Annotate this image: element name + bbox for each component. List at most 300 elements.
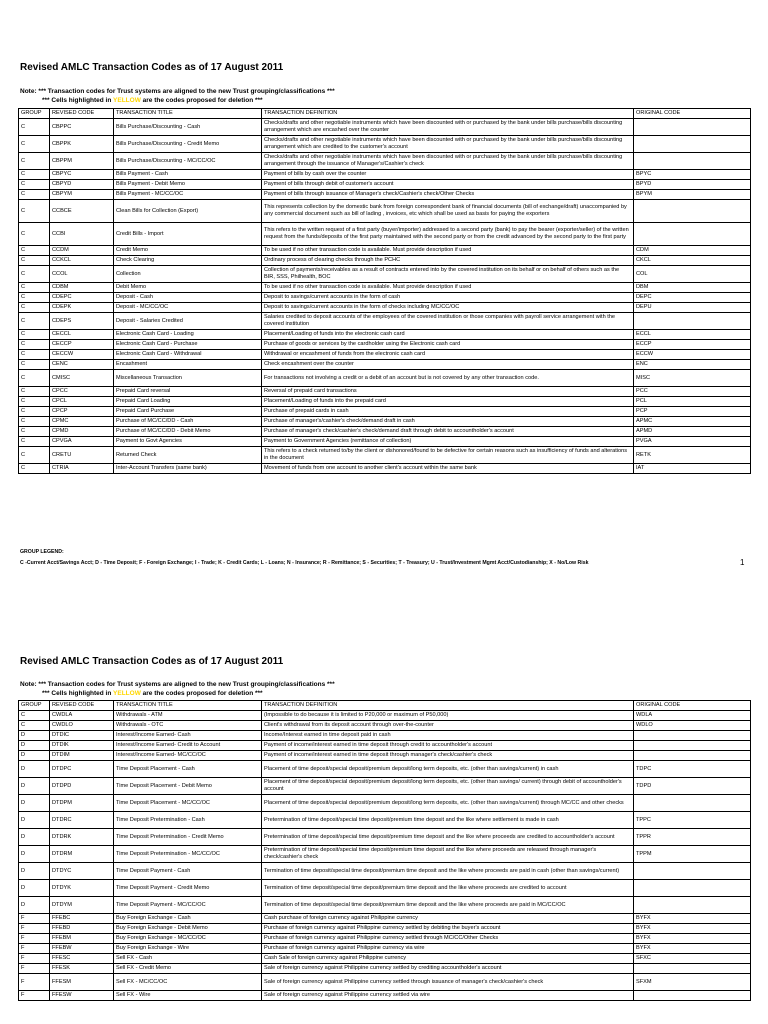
page-number: 1 <box>740 558 745 567</box>
note-highlight: YELLOW <box>113 97 141 104</box>
transaction-definition-cell: Placement/Loading of funds into the prepaid card <box>262 397 634 407</box>
revised-code-cell: CCOL <box>50 266 114 283</box>
transaction-definition-cell: Checks/drafts and other negotiable instruments which have been discounted with or purchased by the bank under bills purchase/bills discounting arrangement through the issuance of Manager's/Cashier's check <box>262 153 634 170</box>
revised-code-cell: CDEPK <box>50 303 114 313</box>
table-row <box>19 914 751 924</box>
transaction-definition-cell: Termination of time deposit/special time deposit/premium time deposit and the like where proceeds are paid in cash (other than savings/current) <box>262 863 634 880</box>
transaction-definition-cell: Movement of funds from one account to another client's account within the same bank <box>262 464 634 474</box>
original-code-cell <box>634 153 751 170</box>
original-code-cell <box>634 136 751 153</box>
revised-code-cell: CPCL <box>50 397 114 407</box>
table-row <box>19 447 751 464</box>
transaction-definition-cell: Reversal of prepaid card transactions <box>262 387 634 397</box>
table-row <box>19 991 751 1001</box>
table-row <box>19 974 751 991</box>
group-cell: C <box>19 340 50 350</box>
group-cell: C <box>19 153 50 170</box>
original-code-cell: TPPR <box>634 829 751 846</box>
group-cell: C <box>19 256 50 266</box>
group-cell: D <box>19 863 50 880</box>
transaction-definition-cell: Placement of time deposit/special deposit/premium deposit/long term deposits, etc. (other than savings/current) through MC/CC and other checks <box>262 795 634 812</box>
table-row <box>19 330 751 340</box>
table-row <box>19 136 751 153</box>
table-row <box>19 223 751 246</box>
transaction-definition-cell: To be used if no other transaction code is available. Must provide description if used <box>262 246 634 256</box>
group-cell: F <box>19 964 50 974</box>
transaction-title-cell: Time Deposit Pretermination - Cash <box>114 812 262 829</box>
table-row <box>19 350 751 360</box>
table-row <box>19 812 751 829</box>
transaction-title-cell: Bills Payment - Cash <box>114 170 262 180</box>
group-cell: C <box>19 407 50 417</box>
transaction-title-cell: Buy Foreign Exchange - Wire <box>114 944 262 954</box>
table-row <box>19 370 751 387</box>
original-code-cell: BPYC <box>634 170 751 180</box>
page-title: Revised AMLC Transaction Codes as of 17 August 2011 <box>20 62 284 73</box>
table-row <box>19 731 751 741</box>
group-legend-text: C -Current Acct/Savings Acct; D - Time Deposit; F - Foreign Exchange; I - Trade; K - Credit Cards; L - Loans; N - Insurance; R - Remittance; S - Securities; T - Treasury; U - Trust/Investment Mgmt Acct/Custodianship; X - No/Low Risk <box>20 560 589 566</box>
original-code-cell <box>634 119 751 136</box>
transaction-title-cell: Bills Purchase/Discounting - MC/CC/OC <box>114 153 262 170</box>
original-code-cell: BPYD <box>634 180 751 190</box>
transaction-title-cell: Withdrawals - OTC <box>114 721 262 731</box>
transaction-title-cell: Purchase of MC/CC/DD - Debit Memo <box>114 427 262 437</box>
original-code-cell: BYFX <box>634 934 751 944</box>
table-body <box>19 119 751 474</box>
page-title: Revised AMLC Transaction Codes as of 17 August 2011 <box>20 656 284 667</box>
original-code-cell: COL <box>634 266 751 283</box>
group-cell: D <box>19 829 50 846</box>
revised-code-cell: DTDPD <box>50 778 114 795</box>
table-row <box>19 721 751 731</box>
transaction-title-cell: Inter-Account Transfers (same bank) <box>114 464 262 474</box>
transaction-title-cell: Prepaid Card reversal <box>114 387 262 397</box>
revised-code-cell: CDEPS <box>50 313 114 330</box>
revised-code-cell: CECCL <box>50 330 114 340</box>
transaction-title-cell: Encashment <box>114 360 262 370</box>
header-original-code: ORIGINAL CODE <box>634 701 751 711</box>
table-row <box>19 153 751 170</box>
revised-code-cell: CCBI <box>50 223 114 246</box>
transaction-definition-cell: Purchase of goods or services by the cardholder using the Electronic cash card <box>262 340 634 350</box>
original-code-cell: BYFX <box>634 914 751 924</box>
group-cell: C <box>19 370 50 387</box>
transaction-title-cell: Miscellaneous Transaction <box>114 370 262 387</box>
transaction-title-cell: Credit Memo <box>114 246 262 256</box>
original-code-cell: CKCL <box>634 256 751 266</box>
transaction-title-cell: Interest/Income Earned- Cash <box>114 731 262 741</box>
revised-code-cell: DTDYK <box>50 880 114 897</box>
table-row <box>19 119 751 136</box>
transaction-title-cell: Time Deposit Placement - MC/CC/OC <box>114 795 262 812</box>
transaction-title-cell: Interest/Income Earned- MC/CC/OC <box>114 751 262 761</box>
original-code-cell <box>634 200 751 223</box>
group-cell: C <box>19 223 50 246</box>
header-transaction-definition: TRANSACTION DEFINITION <box>262 701 634 711</box>
transaction-title-cell: Payment to Govt Agencies <box>114 437 262 447</box>
group-cell: C <box>19 427 50 437</box>
transaction-definition-cell: For transactions not involving a credit or a debit of an account but is not covered by any other transaction code. <box>262 370 634 387</box>
original-code-cell: SFXM <box>634 974 751 991</box>
group-cell: C <box>19 303 50 313</box>
original-code-cell: PVGA <box>634 437 751 447</box>
original-code-cell: BYFX <box>634 924 751 934</box>
original-code-cell <box>634 741 751 751</box>
group-legend-heading: GROUP LEGEND: <box>20 549 64 555</box>
transaction-title-cell: Time Deposit Payment - Cash <box>114 863 262 880</box>
revised-code-cell: FFESW <box>50 991 114 1001</box>
group-cell: D <box>19 741 50 751</box>
transaction-definition-cell: Placement of time deposit/special deposit/premium deposit/long term deposits, etc. (other than savings/ current) through debit of accountholder's account <box>262 778 634 795</box>
transaction-definition-cell: Deposit to savings/current accounts in the form of cash <box>262 293 634 303</box>
transaction-title-cell: Bills Purchase/Discounting - Credit Memo <box>114 136 262 153</box>
transaction-definition-cell: Pretermination of time deposit/special time deposit/premium time deposit and the like where proceeds are credited to accountholder's account <box>262 829 634 846</box>
revised-code-cell: CBPPM <box>50 153 114 170</box>
original-code-cell: CDM <box>634 246 751 256</box>
table-row <box>19 741 751 751</box>
revised-code-cell: DTDRK <box>50 829 114 846</box>
group-cell: C <box>19 200 50 223</box>
header-row <box>19 701 751 711</box>
group-cell: C <box>19 397 50 407</box>
revised-code-cell: FFEBD <box>50 924 114 934</box>
table-row <box>19 711 751 721</box>
transaction-title-cell: Electronic Cash Card - Withdrawal <box>114 350 262 360</box>
table-body <box>19 711 751 1001</box>
table-row <box>19 954 751 964</box>
original-code-cell: MISC <box>634 370 751 387</box>
revised-code-cell: DTDPC <box>50 761 114 778</box>
original-code-cell: SFXC <box>634 954 751 964</box>
revised-code-cell: CBPYM <box>50 190 114 200</box>
original-code-cell: WDLO <box>634 721 751 731</box>
header-transaction-title: TRANSACTION TITLE <box>114 109 262 119</box>
header-transaction-definition: TRANSACTION DEFINITION <box>262 109 634 119</box>
group-cell: D <box>19 778 50 795</box>
note-line-1: Note: *** Transaction codes for Trust systems are aligned to the new Trust grouping/classifications *** <box>20 681 335 688</box>
group-cell: C <box>19 170 50 180</box>
transaction-title-cell: Bills Payment - Debit Memo <box>114 180 262 190</box>
transaction-definition-cell: Sale of foreign currency against Philippine currency settled via wire <box>262 991 634 1001</box>
transaction-title-cell: Prepaid Card Loading <box>114 397 262 407</box>
original-code-cell: PCP <box>634 407 751 417</box>
group-cell: D <box>19 880 50 897</box>
revised-code-cell: DTDPM <box>50 795 114 812</box>
table-row <box>19 924 751 934</box>
table-row <box>19 180 751 190</box>
transaction-definition-cell: Income/Interest earned in time deposit paid in cash <box>262 731 634 741</box>
transaction-definition-cell: (Impossible to do because it is limited to P20,000 or maximum of P50,000) <box>262 711 634 721</box>
transaction-definition-cell: Termination of time deposit/special time deposit/premium time deposit and the like where proceeds are credited to account <box>262 880 634 897</box>
table-row <box>19 964 751 974</box>
transaction-definition-cell: Termination of time deposit/special time deposit/premium time deposit and the like where proceeds are paid in MC/CC/OC <box>262 897 634 914</box>
original-code-cell <box>634 880 751 897</box>
revised-code-cell: CPVGA <box>50 437 114 447</box>
transaction-title-cell: Withdrawals - ATM <box>114 711 262 721</box>
transaction-definition-cell: Pretermination of time deposit/special time deposit/premium time deposit and the like where proceeds are released through manager's check/cashier's check <box>262 846 634 863</box>
transaction-definition-cell: Purchase of foreign currency against Philippine currency via wire <box>262 944 634 954</box>
transaction-definition-cell: Collection of payments/receivables as a result of contracts entered into by the covered institution on its behalf or on behalf of others such as the BIR, SSS, Philhealth, BOC <box>262 266 634 283</box>
group-cell: C <box>19 417 50 427</box>
original-code-cell: DEPU <box>634 303 751 313</box>
table-row <box>19 427 751 437</box>
original-code-cell <box>634 751 751 761</box>
transaction-title-cell: Bills Payment - MC/CC/OC <box>114 190 262 200</box>
group-cell: F <box>19 914 50 924</box>
group-cell: D <box>19 812 50 829</box>
group-cell: C <box>19 721 50 731</box>
note-suffix: are the codes proposed for deletion *** <box>140 97 263 104</box>
transaction-title-cell: Credit Bills - Import <box>114 223 262 246</box>
revised-code-cell: CCDM <box>50 246 114 256</box>
revised-code-cell: CDBM <box>50 283 114 293</box>
revised-code-cell: CPMD <box>50 427 114 437</box>
original-code-cell: TPPC <box>634 812 751 829</box>
revised-code-cell: FFEBW <box>50 944 114 954</box>
table-row <box>19 437 751 447</box>
transaction-title-cell: Deposit - MC/CC/OC <box>114 303 262 313</box>
group-cell: F <box>19 924 50 934</box>
transaction-title-cell: Deposit - Cash <box>114 293 262 303</box>
table-row <box>19 897 751 914</box>
group-cell: C <box>19 350 50 360</box>
table-row <box>19 246 751 256</box>
table-row <box>19 190 751 200</box>
revised-code-cell: CPMC <box>50 417 114 427</box>
revised-code-cell: CPCC <box>50 387 114 397</box>
note-prefix: *** Cells highlighted in <box>42 690 114 697</box>
table-row <box>19 778 751 795</box>
transaction-definition-cell: Payment to Government Agencies (remittance of collection) <box>262 437 634 447</box>
revised-code-cell: CENC <box>50 360 114 370</box>
revised-code-cell: DTDIM <box>50 751 114 761</box>
transaction-title-cell: Sell FX - Credit Memo <box>114 964 262 974</box>
table-row <box>19 200 751 223</box>
group-cell: F <box>19 991 50 1001</box>
table-row <box>19 170 751 180</box>
note-suffix: are the codes proposed for deletion *** <box>140 690 263 697</box>
table-row <box>19 397 751 407</box>
codes-table-page-2 <box>18 700 751 1001</box>
transaction-title-cell: Time Deposit Placement - Debit Memo <box>114 778 262 795</box>
revised-code-cell: CCKCL <box>50 256 114 266</box>
original-code-cell: BPYM <box>634 190 751 200</box>
group-cell: C <box>19 266 50 283</box>
transaction-title-cell: Electronic Cash Card - Purchase <box>114 340 262 350</box>
codes-table-page-1 <box>18 108 751 474</box>
table-row <box>19 303 751 313</box>
transaction-definition-cell: Placement/Loading of funds into the electronic cash card <box>262 330 634 340</box>
table-row <box>19 934 751 944</box>
original-code-cell <box>634 863 751 880</box>
table-row <box>19 360 751 370</box>
table-row <box>19 795 751 812</box>
revised-code-cell: CPCP <box>50 407 114 417</box>
transaction-definition-cell: Payment of bills by cash over the counter <box>262 170 634 180</box>
original-code-cell: ENC <box>634 360 751 370</box>
group-cell: C <box>19 246 50 256</box>
transaction-title-cell: Prepaid Card Purchase <box>114 407 262 417</box>
group-cell: C <box>19 330 50 340</box>
original-code-cell <box>634 795 751 812</box>
original-code-cell: APMD <box>634 427 751 437</box>
revised-code-cell: CWDLA <box>50 711 114 721</box>
transaction-definition-cell: Purchase of manager's/cashier's check/demand draft in cash <box>262 417 634 427</box>
transaction-definition-cell: Ordinary process of clearing checks through the PCHC <box>262 256 634 266</box>
table-row <box>19 256 751 266</box>
group-cell: F <box>19 974 50 991</box>
group-cell: C <box>19 136 50 153</box>
revised-code-cell: FFESK <box>50 964 114 974</box>
transaction-title-cell: Sell FX - Wire <box>114 991 262 1001</box>
group-cell: C <box>19 387 50 397</box>
group-cell: F <box>19 944 50 954</box>
transaction-definition-cell: Payment of income/interest earned in time deposit through manager's check/cashier's check <box>262 751 634 761</box>
group-cell: C <box>19 447 50 464</box>
revised-code-cell: CMISC <box>50 370 114 387</box>
table-row <box>19 751 751 761</box>
original-code-cell: TPPM <box>634 846 751 863</box>
table-row <box>19 863 751 880</box>
table-row <box>19 387 751 397</box>
table-row <box>19 407 751 417</box>
header-group: GROUP <box>19 701 50 711</box>
note-prefix: *** Cells highlighted in <box>42 97 114 104</box>
revised-code-cell: CECCP <box>50 340 114 350</box>
transaction-definition-cell: Pretermination of time deposit/special time deposit/premium time deposit and the like where settlement is made in cash <box>262 812 634 829</box>
revised-code-cell: DTDYM <box>50 897 114 914</box>
transaction-title-cell: Buy Foreign Exchange - MC/CC/OC <box>114 934 262 944</box>
table-row <box>19 880 751 897</box>
group-cell: D <box>19 731 50 741</box>
transaction-definition-cell: Check encashment over the counter <box>262 360 634 370</box>
transaction-definition-cell: Purchase of foreign currency against Philippine currency settled by debiting the buyer's account <box>262 924 634 934</box>
group-cell: F <box>19 934 50 944</box>
transaction-definition-cell: This refers to a check returned to/by the client or dishonored/found to be defective for certain reasons such as insufficiency of funds and alterations in the document <box>262 447 634 464</box>
transaction-definition-cell: Payment of income/interest earned in time deposit through credit to accountholder's account <box>262 741 634 751</box>
header-revised-code: REVISED CODE <box>50 109 114 119</box>
revised-code-cell: CBPYC <box>50 170 114 180</box>
original-code-cell <box>634 991 751 1001</box>
group-cell: D <box>19 795 50 812</box>
original-code-cell: ECCW <box>634 350 751 360</box>
transaction-definition-cell: Checks/drafts and other negotiable instruments which have been discounted with or purchased by the bank under bills purchase/bills discounting arrangement which are encashed over the counter <box>262 119 634 136</box>
table-row <box>19 293 751 303</box>
transaction-definition-cell: Withdrawal or encashment of funds from the electronic cash card <box>262 350 634 360</box>
original-code-cell: TDPC <box>634 761 751 778</box>
original-code-cell: RETK <box>634 447 751 464</box>
header-transaction-title: TRANSACTION TITLE <box>114 701 262 711</box>
transaction-definition-cell: This represents collection by the domestic bank from foreign correspondent bank of financial documents (bill of exchange/draft) unaccompanied by any commercial document such as bill of lading , invoices, etc which shall be used as basis for paying the exporters <box>262 200 634 223</box>
group-cell: F <box>19 954 50 964</box>
transaction-definition-cell: Purchase of manager's check/cashier's check/demand draft through debit to accountholder's account <box>262 427 634 437</box>
group-cell: C <box>19 313 50 330</box>
original-code-cell <box>634 313 751 330</box>
transaction-title-cell: Collection <box>114 266 262 283</box>
revised-code-cell: CBPYD <box>50 180 114 190</box>
transaction-definition-cell: Sale of foreign currency against Philippine currency settled by crediting accountholder's account <box>262 964 634 974</box>
header-original-code: ORIGINAL CODE <box>634 109 751 119</box>
original-code-cell: APMC <box>634 417 751 427</box>
revised-code-cell: DTDIK <box>50 741 114 751</box>
transaction-definition-cell: Payment of bills through issuance of Manager's check/Cashier's check/Other Checks <box>262 190 634 200</box>
group-cell: C <box>19 360 50 370</box>
transaction-title-cell: Time Deposit Payment - Credit Memo <box>114 880 262 897</box>
note-highlight: YELLOW <box>113 690 141 697</box>
transaction-title-cell: Deposit - Salaries Credited <box>114 313 262 330</box>
transaction-definition-cell: Deposit to savings/current accounts in the form of checks including MC/CC/OC <box>262 303 634 313</box>
transaction-title-cell: Interest/Income Earned- Credit to Account <box>114 741 262 751</box>
original-code-cell: ECCP <box>634 340 751 350</box>
table-row <box>19 464 751 474</box>
revised-code-cell: CBPPC <box>50 119 114 136</box>
table-row <box>19 313 751 330</box>
revised-code-cell: CTRIA <box>50 464 114 474</box>
group-cell: C <box>19 283 50 293</box>
group-cell: C <box>19 119 50 136</box>
table-row <box>19 340 751 350</box>
transaction-title-cell: Buy Foreign Exchange - Debit Memo <box>114 924 262 934</box>
revised-code-cell: CECCW <box>50 350 114 360</box>
original-code-cell: WDLA <box>634 711 751 721</box>
header-group: GROUP <box>19 109 50 119</box>
transaction-title-cell: Sell FX - MC/CC/OC <box>114 974 262 991</box>
original-code-cell <box>634 964 751 974</box>
original-code-cell: TDPD <box>634 778 751 795</box>
transaction-title-cell: Time Deposit Pretermination - MC/CC/OC <box>114 846 262 863</box>
group-cell: C <box>19 711 50 721</box>
transaction-title-cell: Check Clearing <box>114 256 262 266</box>
revised-code-cell: CWDLO <box>50 721 114 731</box>
transaction-title-cell: Purchase of MC/CC/DD - Cash <box>114 417 262 427</box>
table-row <box>19 266 751 283</box>
table-row <box>19 283 751 293</box>
group-cell: C <box>19 180 50 190</box>
transaction-definition-cell: Cash Sale of foreign currency against Philippine currency <box>262 954 634 964</box>
transaction-title-cell: Returned Check <box>114 447 262 464</box>
group-cell: C <box>19 437 50 447</box>
note-line-1: Note: *** Transaction codes for Trust systems are aligned to the new Trust grouping/classifications *** <box>20 88 335 95</box>
transaction-title-cell: Time Deposit Payment - MC/CC/OC <box>114 897 262 914</box>
header-revised-code: REVISED CODE <box>50 701 114 711</box>
original-code-cell <box>634 897 751 914</box>
revised-code-cell: FFEBC <box>50 914 114 924</box>
original-code-cell: PCC <box>634 387 751 397</box>
original-code-cell: IAT <box>634 464 751 474</box>
transaction-title-cell: Debit Memo <box>114 283 262 293</box>
transaction-definition-cell: Purchase of foreign currency against Philippine currency settled through MC/CC/Other Checks <box>262 934 634 944</box>
group-cell: D <box>19 761 50 778</box>
note-line-2 <box>42 690 263 697</box>
revised-code-cell: CCBCE <box>50 200 114 223</box>
transaction-title-cell: Buy Foreign Exchange - Cash <box>114 914 262 924</box>
original-code-cell <box>634 223 751 246</box>
original-code-cell: BYFX <box>634 944 751 954</box>
transaction-title-cell: Clean Bills for Collection (Export) <box>114 200 262 223</box>
revised-code-cell: CRETU <box>50 447 114 464</box>
transaction-title-cell: Bills Purchase/Discounting - Cash <box>114 119 262 136</box>
transaction-title-cell: Sell FX - Cash <box>114 954 262 964</box>
revised-code-cell: FFESC <box>50 954 114 964</box>
original-code-cell: ECCL <box>634 330 751 340</box>
group-cell: C <box>19 464 50 474</box>
header-row <box>19 109 751 119</box>
transaction-definition-cell: Purchase of prepaid cards in cash <box>262 407 634 417</box>
transaction-definition-cell: This refers to the written request of a first party (buyer/importer) addressed to a second party (bank) to pay the bearer (exporter/seller) of the written request from the funds/deposits of the first party maintained with the second party or from the credit advanced by the second party to the first party <box>262 223 634 246</box>
original-code-cell: DEPC <box>634 293 751 303</box>
original-code-cell: PCL <box>634 397 751 407</box>
group-cell: D <box>19 751 50 761</box>
